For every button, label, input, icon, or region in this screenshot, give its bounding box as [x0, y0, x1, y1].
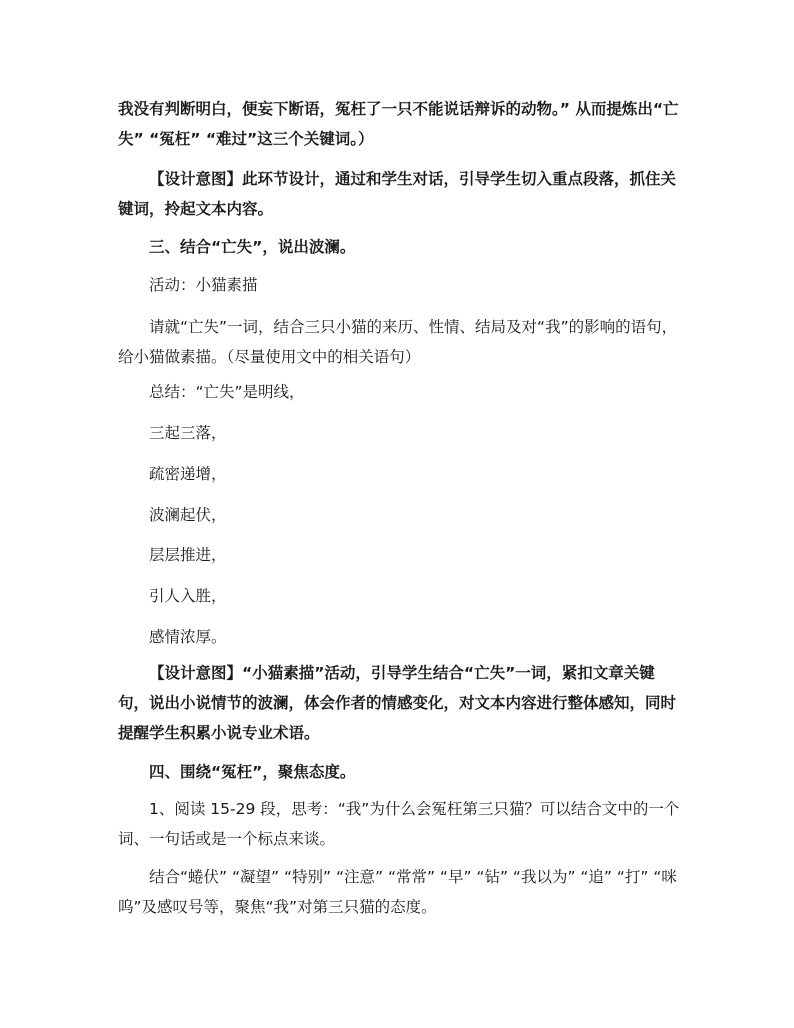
section-heading-4: 四、围绕“冤枉”，聚焦态度。 [149, 763, 356, 781]
question-1: 1、阅读 15-29 段，思考：“我”为什么会冤枉第三只猫？可以结合文中的一个词、一句话或是一个标点来谈。 [118, 800, 680, 848]
design-intent-2: 【设计意图】“小猫素描”活动，引导学生结合“亡失”一词，紧扣文章关键句，说出小说情节的波澜，体会作者的情感变化，对文本内容进行整体感知，同时提醒学生积累小说专业术语。 [118, 664, 677, 742]
summary-line-1: 总结：“亡失”是明线， [149, 383, 305, 401]
summary-line-7: 感情浓厚。 [149, 628, 227, 646]
summary-line-4: 波澜起伏， [149, 506, 227, 524]
summary-line-2: 三起三落， [149, 424, 227, 442]
design-intent-1: 【设计意图】此环节设计，通过和学生对话，引导学生切入重点段落，抓住关键词，拎起文本内容。 [118, 170, 677, 218]
summary-line-3: 疏密递增， [149, 465, 227, 483]
question-1-guidance: 结合“蜷伏” “凝望” “特别” “注意” “常常” “早” “钻” “我以为” “追” “打” “咪呜”及感叹号等，聚焦“我”对第三只猫的态度。 [118, 868, 677, 916]
activity-instruction: 请就“亡失”一词，结合三只小猫的来历、性情、结局及对“我”的影响的语句，给小猫做素描。（尽量使用文中的相关语句） [118, 318, 678, 366]
summary-line-6: 引人入胜， [149, 587, 227, 605]
activity-title: 活动：小猫素描 [149, 276, 258, 294]
summary-line-5: 层层推进， [149, 546, 227, 564]
paragraph-1: 我没有判断明白，便妄下断语，冤枉了一只不能说话辩诉的动物。” 从而提炼出“亡失” “冤枉” “难过”这三个关键词。） [118, 100, 679, 148]
section-heading-3: 三、结合“亡失”，说出波澜。 [149, 238, 356, 256]
